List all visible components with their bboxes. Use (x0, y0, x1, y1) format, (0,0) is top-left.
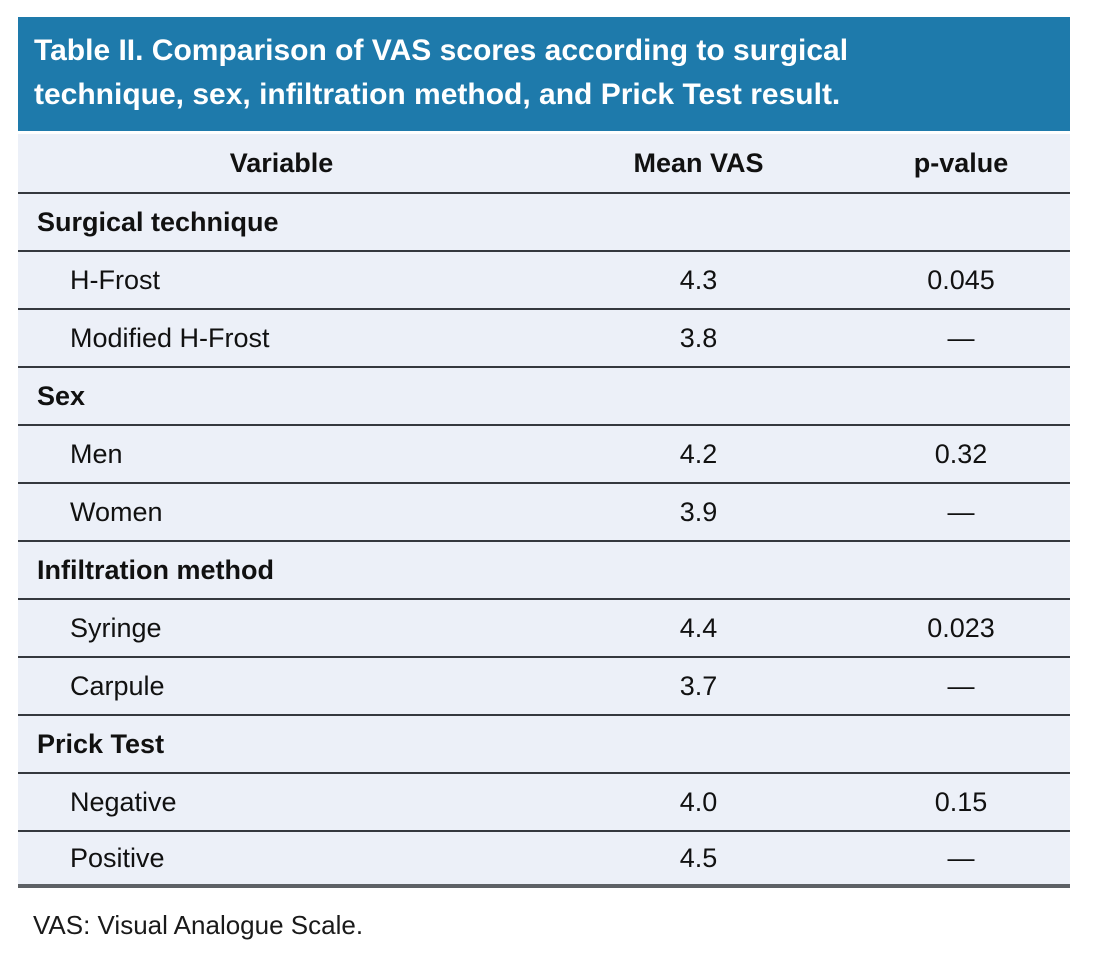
table-row (18, 830, 1070, 888)
section-label: Surgical technique (37, 206, 279, 237)
row-variable: Syringe (70, 612, 162, 643)
row-p-value: 0.15 (934, 786, 988, 817)
row-p-value: 0.045 (927, 264, 995, 295)
column-header-mean-vas: Mean VAS (633, 147, 764, 178)
table-row (18, 482, 1070, 540)
section-label: Infiltration method (37, 554, 274, 585)
table-row (18, 250, 1070, 308)
row-variable: Positive (70, 842, 165, 873)
section-label: Sex (37, 380, 86, 411)
row-variable: Negative (70, 786, 177, 817)
row-mean-vas: 4.0 (679, 786, 718, 817)
table-footnote: VAS: Visual Analogue Scale. (33, 910, 364, 940)
row-variable: Carpule (70, 670, 165, 701)
row-variable: Men (70, 438, 123, 469)
row-mean-vas: 4.2 (679, 438, 718, 469)
table-row (18, 424, 1070, 482)
row-p-value: 0.023 (927, 612, 995, 643)
table-figure (18, 17, 1070, 941)
section-header-row (18, 192, 1070, 250)
section-header-row (18, 366, 1070, 424)
section-header-row (18, 540, 1070, 598)
row-variable: Women (70, 496, 163, 527)
table-title-banner (18, 17, 1070, 131)
row-mean-vas: 3.9 (679, 496, 718, 527)
row-variable: Modified H-Frost (70, 322, 270, 353)
row-variable: H-Frost (70, 264, 160, 295)
table-row (18, 772, 1070, 830)
row-p-value: — (947, 496, 975, 527)
table-title-line-1: Table II. Comparison of VAS scores according to surgical (34, 34, 849, 67)
table-row (18, 656, 1070, 714)
section-header-row (18, 714, 1070, 772)
row-p-value: — (947, 322, 975, 353)
row-mean-vas: 3.7 (679, 670, 718, 701)
column-header-p-value: p-value (913, 147, 1009, 178)
column-header-row (18, 134, 1070, 192)
row-p-value: — (947, 670, 975, 701)
column-header-variable: Variable (229, 147, 334, 178)
row-mean-vas: 4.3 (679, 264, 718, 295)
table-row (18, 598, 1070, 656)
row-mean-vas: 4.4 (679, 612, 718, 643)
row-mean-vas: 4.5 (679, 842, 718, 873)
vas-comparison-table (18, 134, 1070, 888)
section-label: Prick Test (37, 728, 165, 759)
row-p-value: — (947, 842, 975, 873)
row-p-value: 0.32 (934, 438, 988, 469)
table-row (18, 308, 1070, 366)
row-mean-vas: 3.8 (679, 322, 718, 353)
table-title-line-2: technique, sex, infiltration method, and Prick Test result. (34, 78, 841, 111)
